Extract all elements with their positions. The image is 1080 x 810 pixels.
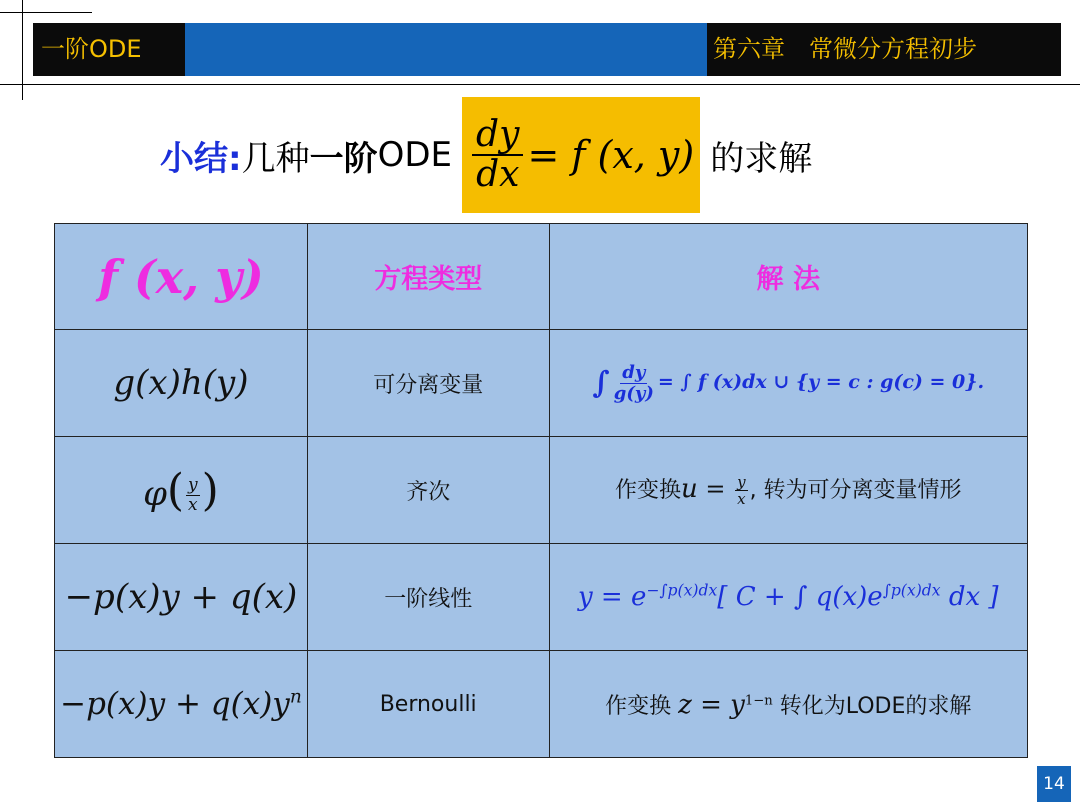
row4-f	[60, 686, 302, 722]
row2-f-num: y	[188, 475, 198, 496]
row2-type: 齐次	[406, 479, 451, 505]
row1-method-cell	[549, 330, 1027, 437]
row3-f-cell	[55, 544, 308, 651]
row4-method-text2: 转化为LODE的求解	[772, 693, 972, 719]
row1-method-rest: = ∫ f (x)dx ∪ {y = c : g(c) = 0}.	[657, 371, 985, 393]
corner-line-vertical	[22, 0, 23, 100]
row3-type-cell	[307, 544, 549, 651]
row1-type: 可分离变量	[373, 372, 484, 398]
row2-method	[614, 472, 962, 508]
row2-f-fraction	[186, 476, 200, 514]
row2-right-paren: )	[201, 464, 219, 516]
row3-method	[578, 582, 999, 612]
row2-method-den: x	[737, 490, 746, 508]
row2-type-cell	[307, 437, 549, 544]
row4-method-var: z = y	[678, 689, 745, 720]
row4-f-cell	[55, 651, 308, 758]
title-frac-numerator: dy	[472, 116, 523, 156]
header-method-cell	[549, 224, 1027, 330]
row3-method-exp2: ∫p(x)dx	[882, 581, 941, 600]
header-section-label: 一阶ODE	[33, 23, 185, 76]
row2-f-phi: φ	[143, 473, 167, 514]
row2-method-eq: =	[697, 474, 734, 503]
row2-method-text2: , 转为可分离变量情形	[749, 477, 962, 503]
row1-type-cell	[307, 330, 549, 437]
title-derivative-fraction	[472, 116, 523, 194]
row1-method-fraction	[612, 363, 656, 404]
row1-f-cell	[55, 330, 308, 437]
header-f-cell	[55, 224, 308, 330]
row2-method-fraction	[735, 474, 747, 508]
header-f-label: f (x, y)	[98, 249, 264, 304]
row2-method-text1: 作变换	[614, 477, 681, 503]
row4-f-main: −p(x)y + q(x)y	[60, 686, 290, 722]
row3-f: −p(x)y + q(x)	[64, 577, 298, 617]
row1-integral-sign: ∫	[592, 365, 610, 401]
row4-method-exp: 1−n	[744, 693, 773, 709]
title-suffix: 的求解	[710, 138, 813, 179]
row4-f-exp: n	[289, 686, 302, 708]
row3-method-cell	[549, 544, 1027, 651]
title-text-1: 几种	[241, 138, 310, 179]
table-row	[55, 544, 1028, 651]
slide-title	[160, 100, 812, 210]
row2-f-den: x	[188, 495, 198, 515]
row3-method-mid: [ C + ∫ q(x)e	[717, 582, 883, 613]
row3-type: 一阶线性	[384, 586, 473, 612]
page-number: 14	[1037, 766, 1071, 802]
table-row	[55, 330, 1028, 437]
row1-frac-den: g(y)	[613, 382, 654, 404]
header-type-cell	[307, 224, 549, 330]
table-header-row	[55, 224, 1028, 330]
row2-f	[143, 464, 219, 516]
row2-method-var: u	[680, 473, 698, 504]
row1-frac-num: dy	[622, 361, 646, 383]
header-underline	[0, 84, 1080, 85]
row2-method-num: y	[737, 472, 746, 491]
title-text-2: ODE	[377, 135, 453, 175]
header-method-label: 解 法	[756, 264, 820, 295]
header-type-label: 方程类型	[374, 264, 483, 295]
row2-left-paren: (	[166, 464, 185, 516]
title-prefix: 小结:	[160, 138, 242, 179]
row4-method-text1: 作变换	[605, 693, 679, 719]
row3-method-exp1: −∫p(x)dx	[646, 581, 718, 600]
title-formula-highlight	[462, 97, 700, 213]
row2-method-cell	[549, 437, 1027, 544]
table-row	[55, 437, 1028, 544]
table-row	[55, 651, 1028, 758]
row4-method-cell	[549, 651, 1027, 758]
title-text-bold: 一阶	[309, 138, 378, 179]
row3-method-lhs: y = e	[577, 582, 647, 613]
row1-f: g(x)h(y)	[113, 363, 249, 403]
summary-table	[54, 223, 1028, 758]
row2-f-cell	[55, 437, 308, 544]
title-rhs: = f (x, y)	[527, 133, 695, 177]
header-chapter-label: 第六章 常微分方程初步	[707, 23, 1061, 76]
row4-method	[605, 689, 972, 720]
row1-method	[592, 361, 985, 404]
corner-line-horizontal	[0, 12, 92, 13]
row3-method-end: dx ]	[940, 582, 999, 613]
row4-type: Bernoulli	[379, 691, 477, 717]
title-frac-denominator: dx	[476, 154, 520, 195]
row4-type-cell	[307, 651, 549, 758]
